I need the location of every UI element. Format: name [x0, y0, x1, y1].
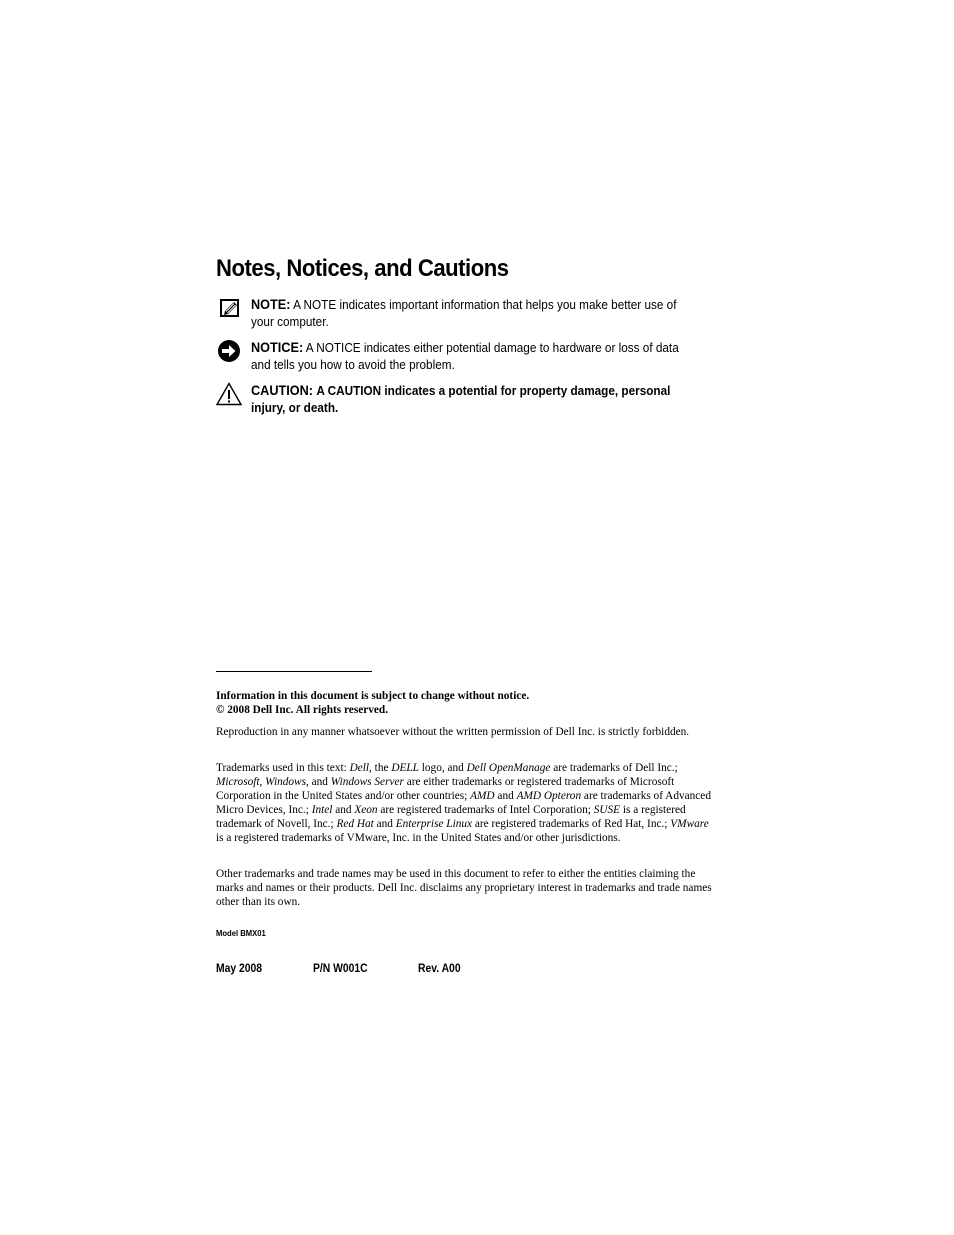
- caution-text: [251, 382, 693, 417]
- tm-text: is a registered trademarks of VMware, Inc. in the United States and/or other jurisdictions.: [216, 832, 621, 844]
- tm-text: is a registered trademark of Novell, Inc.;: [216, 804, 686, 830]
- notice-arrow-icon: [216, 339, 242, 363]
- note-pencil-icon: [216, 296, 242, 320]
- tm-name: Microsoft: [216, 776, 260, 788]
- tm-name: Dell: [349, 762, 370, 774]
- part-number: P/N W001C: [313, 963, 368, 975]
- notice-text: [251, 339, 693, 374]
- tm-text: are trademarks of Dell Inc.;: [550, 762, 678, 774]
- tm-text: logo, and: [418, 762, 467, 774]
- tm-text: ,: [259, 776, 266, 788]
- footnote-divider: [216, 671, 372, 672]
- caution-body: A CAUTION indicates a potential for property damage, personal injury, or death.: [251, 384, 671, 415]
- tm-name: Red Hat: [336, 818, 374, 830]
- tm-name: VMware: [670, 818, 709, 830]
- tm-text: , and: [305, 776, 331, 788]
- tm-name: Windows Server: [330, 776, 404, 788]
- tm-text: and: [332, 804, 355, 816]
- caution-warning-icon: [216, 382, 242, 406]
- trademarks-paragraph: [216, 761, 714, 845]
- tm-name: Enterprise Linux: [395, 818, 473, 830]
- tm-text: and: [373, 818, 396, 830]
- note-label: NOTE:: [251, 297, 291, 312]
- tm-name: Xeon: [354, 804, 378, 816]
- tm-text: are trademarks of Advanced Micro Devices, Inc.;: [216, 790, 711, 816]
- tm-name: Intel: [311, 804, 333, 816]
- change-notice: Information in this document is subject to change without notice.: [216, 690, 530, 702]
- tm-text: are either trademarks or registered trademarks of Microsoft Corporation in the United States and/or other countries;: [216, 776, 675, 802]
- other-trademarks-paragraph: Other trademarks and trade names may be used in this document to refer to either the entities claiming the marks and names or their products. Dell Inc. disclaims any proprietary interest in trademarks and trade names other than its own.: [216, 868, 712, 908]
- revision: Rev. A00: [418, 963, 461, 975]
- reproduction-paragraph: Reproduction in any manner whatsoever without the written permission of Dell Inc. is strictly forbidden.: [216, 726, 690, 738]
- tm-name: AMD: [470, 790, 495, 802]
- note-text: [251, 296, 693, 331]
- tm-text: and: [494, 790, 517, 802]
- tm-name: SUSE: [593, 804, 621, 816]
- tm-name: Windows: [265, 776, 306, 788]
- tm-name: DELL: [391, 762, 419, 774]
- notice-label: NOTICE:: [251, 340, 304, 355]
- tm-text: are registered trademarks of Intel Corporation;: [377, 804, 594, 816]
- page-title: Notes, Notices, and Cautions: [216, 255, 509, 282]
- model-number: Model BMX01: [216, 928, 266, 938]
- publication-date: May 2008: [216, 963, 263, 975]
- caution-label: CAUTION:: [251, 383, 314, 398]
- tm-name: Dell OpenManage: [466, 762, 551, 774]
- copyright: © 2008 Dell Inc. All rights reserved.: [216, 704, 389, 716]
- tm-name: AMD Opteron: [516, 790, 582, 802]
- legal-notice-heading: [216, 689, 714, 717]
- tm-text: , the: [369, 762, 392, 774]
- note-body: A NOTE indicates important information that helps you make better use of your computer.: [251, 298, 677, 329]
- notice-body: A NOTICE indicates either potential damage to hardware or loss of data and tells you how to avoid the problem.: [251, 341, 679, 372]
- tm-text: Trademarks used in this text:: [216, 762, 350, 774]
- tm-text: are registered trademarks of Red Hat, Inc.;: [472, 818, 671, 830]
